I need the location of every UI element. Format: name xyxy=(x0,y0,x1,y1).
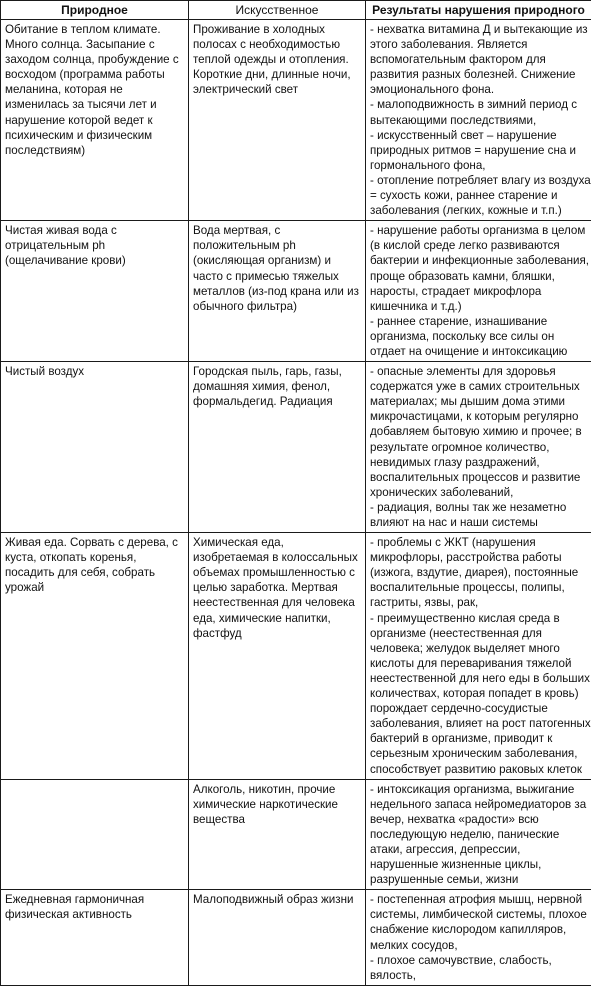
results-cell xyxy=(366,779,591,890)
result-item: - искусственный свет – нарушение природных ритмов = нарушение сна и гормонального фона, xyxy=(370,128,591,173)
artificial-cell: Вода мертвая, с положительным ph (окисляющая организм) и часто с примесью тяжелых металлов (из-под крана или из обычного фильтра) xyxy=(189,221,366,362)
natural-cell: Чистая живая вода с отрицательным ph (ощелачивание крови) xyxy=(1,221,189,362)
table-row xyxy=(1,533,591,780)
result-item: - интоксикация организма, выжигание недельного запаса нейромедиаторов за вечер, нехватка «радости» всю последующую неделю, панические атаки, агрессия, депрессии, нарушенные жизненные циклы, разрушенные семьи, жизни xyxy=(370,782,591,888)
results-cell xyxy=(366,221,591,362)
header-natural: Природное xyxy=(1,1,189,20)
artificial-cell: Химическая еда, изобретаемая в колоссальных объемах промышленностью с целью заработка. Мертвая неестественная для человека еда, химические напитки, фастфуд xyxy=(189,533,366,780)
result-item: - радиация, волны так же незаметно влияют на нас и наши системы xyxy=(370,500,591,530)
table-row xyxy=(1,221,591,362)
natural-cell: Обитание в теплом климате. Много солнца. Засыпание с заходом солнца, пробуждение с восходом (программа работы меланина, которая не изменилась за тысячи лет и нарушение которой ведет к психическим и физическим последствиям) xyxy=(1,20,189,221)
table-row xyxy=(1,362,591,533)
result-item: - опасные элементы для здоровья содержатся уже в самих строительных материалах; мы дышим дома этими микрочастицами, к которым регулярно добавляем бытовую химию и прочее; в результате огромное количество, невидимых глазу раздражений, воспалительных процессов и развитие хронических заболеваний, xyxy=(370,364,591,500)
results-cell xyxy=(366,890,591,986)
result-item: - преимущественно кислая среда в организме (неестественная для человека; желудок выделяет много кислоты для переваривания тяжелой неестественной для него еды в больших количествах, которая попадет в кровь) порождает сердечно-сосудистые заболевания, влияет на рост патогенных бактерий в организме, приводит к серьезным хроническим заболевания, способствует развитию раковых клеток xyxy=(370,611,591,777)
natural-cell: Живая еда. Сорвать с дерева, с куста, откопать коренья, посадить для себя, собрать урожай xyxy=(1,533,189,780)
header-row xyxy=(1,1,591,20)
result-item: - проблемы с ЖКТ (нарушения микрофлоры, расстройства работы (изжога, вздутие, диарея), постоянные воспалительные процессы, полипы, гастриты, язвы, рак, xyxy=(370,535,591,610)
results-cell xyxy=(366,362,591,533)
natural-cell xyxy=(1,779,189,890)
table-row xyxy=(1,20,591,221)
artificial-cell: Малоподвижный образ жизни xyxy=(189,890,366,986)
result-item: - плохое самочувствие, слабость, вялость, xyxy=(370,953,591,983)
result-item: - нарушение работы организма в целом (в кислой среде легко развиваются бактерии и инфекционные заболевания, проще образовать камни, бляшки, наросты, страдает микрофлора кишечника и т.д.) xyxy=(370,223,591,314)
natural-cell: Ежедневная гармоничная физическая активность xyxy=(1,890,189,986)
result-item: - малоподвижность в зимний период с вытекающими последствиями, xyxy=(370,97,591,127)
natural-cell: Чистый воздух xyxy=(1,362,189,533)
results-cell xyxy=(366,533,591,780)
result-item: - постепенная атрофия мышц, нервной системы, лимбической системы, плохое снабжение кислородом капилляров, мелких сосудов, xyxy=(370,892,591,952)
result-item: - раннее старение, изнашивание организма, поскольку все силы он отдает на очищение и интоксикацию xyxy=(370,314,591,359)
artificial-cell: Алкоголь, никотин, прочие химические наркотические вещества xyxy=(189,779,366,890)
result-item: - нехватка витамина Д и вытекающие из этого заболевания. Является вспомогательным фактором для развития разных болезней. Снижение эмоционального фона. xyxy=(370,22,591,97)
artificial-cell: Проживание в холодных полосах с необходимостью теплой одежды и отопления. Короткие дни, длинные ночи, электрический свет xyxy=(189,20,366,221)
result-item: - отопление потребляет влагу из воздуха = сухость кожи, раннее старение и заболевания (легких, кожные и т.п.) xyxy=(370,173,591,218)
results-cell xyxy=(366,20,591,221)
header-results: Результаты нарушения природного xyxy=(366,1,591,20)
table-row xyxy=(1,890,591,986)
header-artificial: Искусственное xyxy=(189,1,366,20)
artificial-cell: Городская пыль, гарь, газы, домашняя химия, фенол, формальдегид. Радиация xyxy=(189,362,366,533)
table-row xyxy=(1,779,591,890)
